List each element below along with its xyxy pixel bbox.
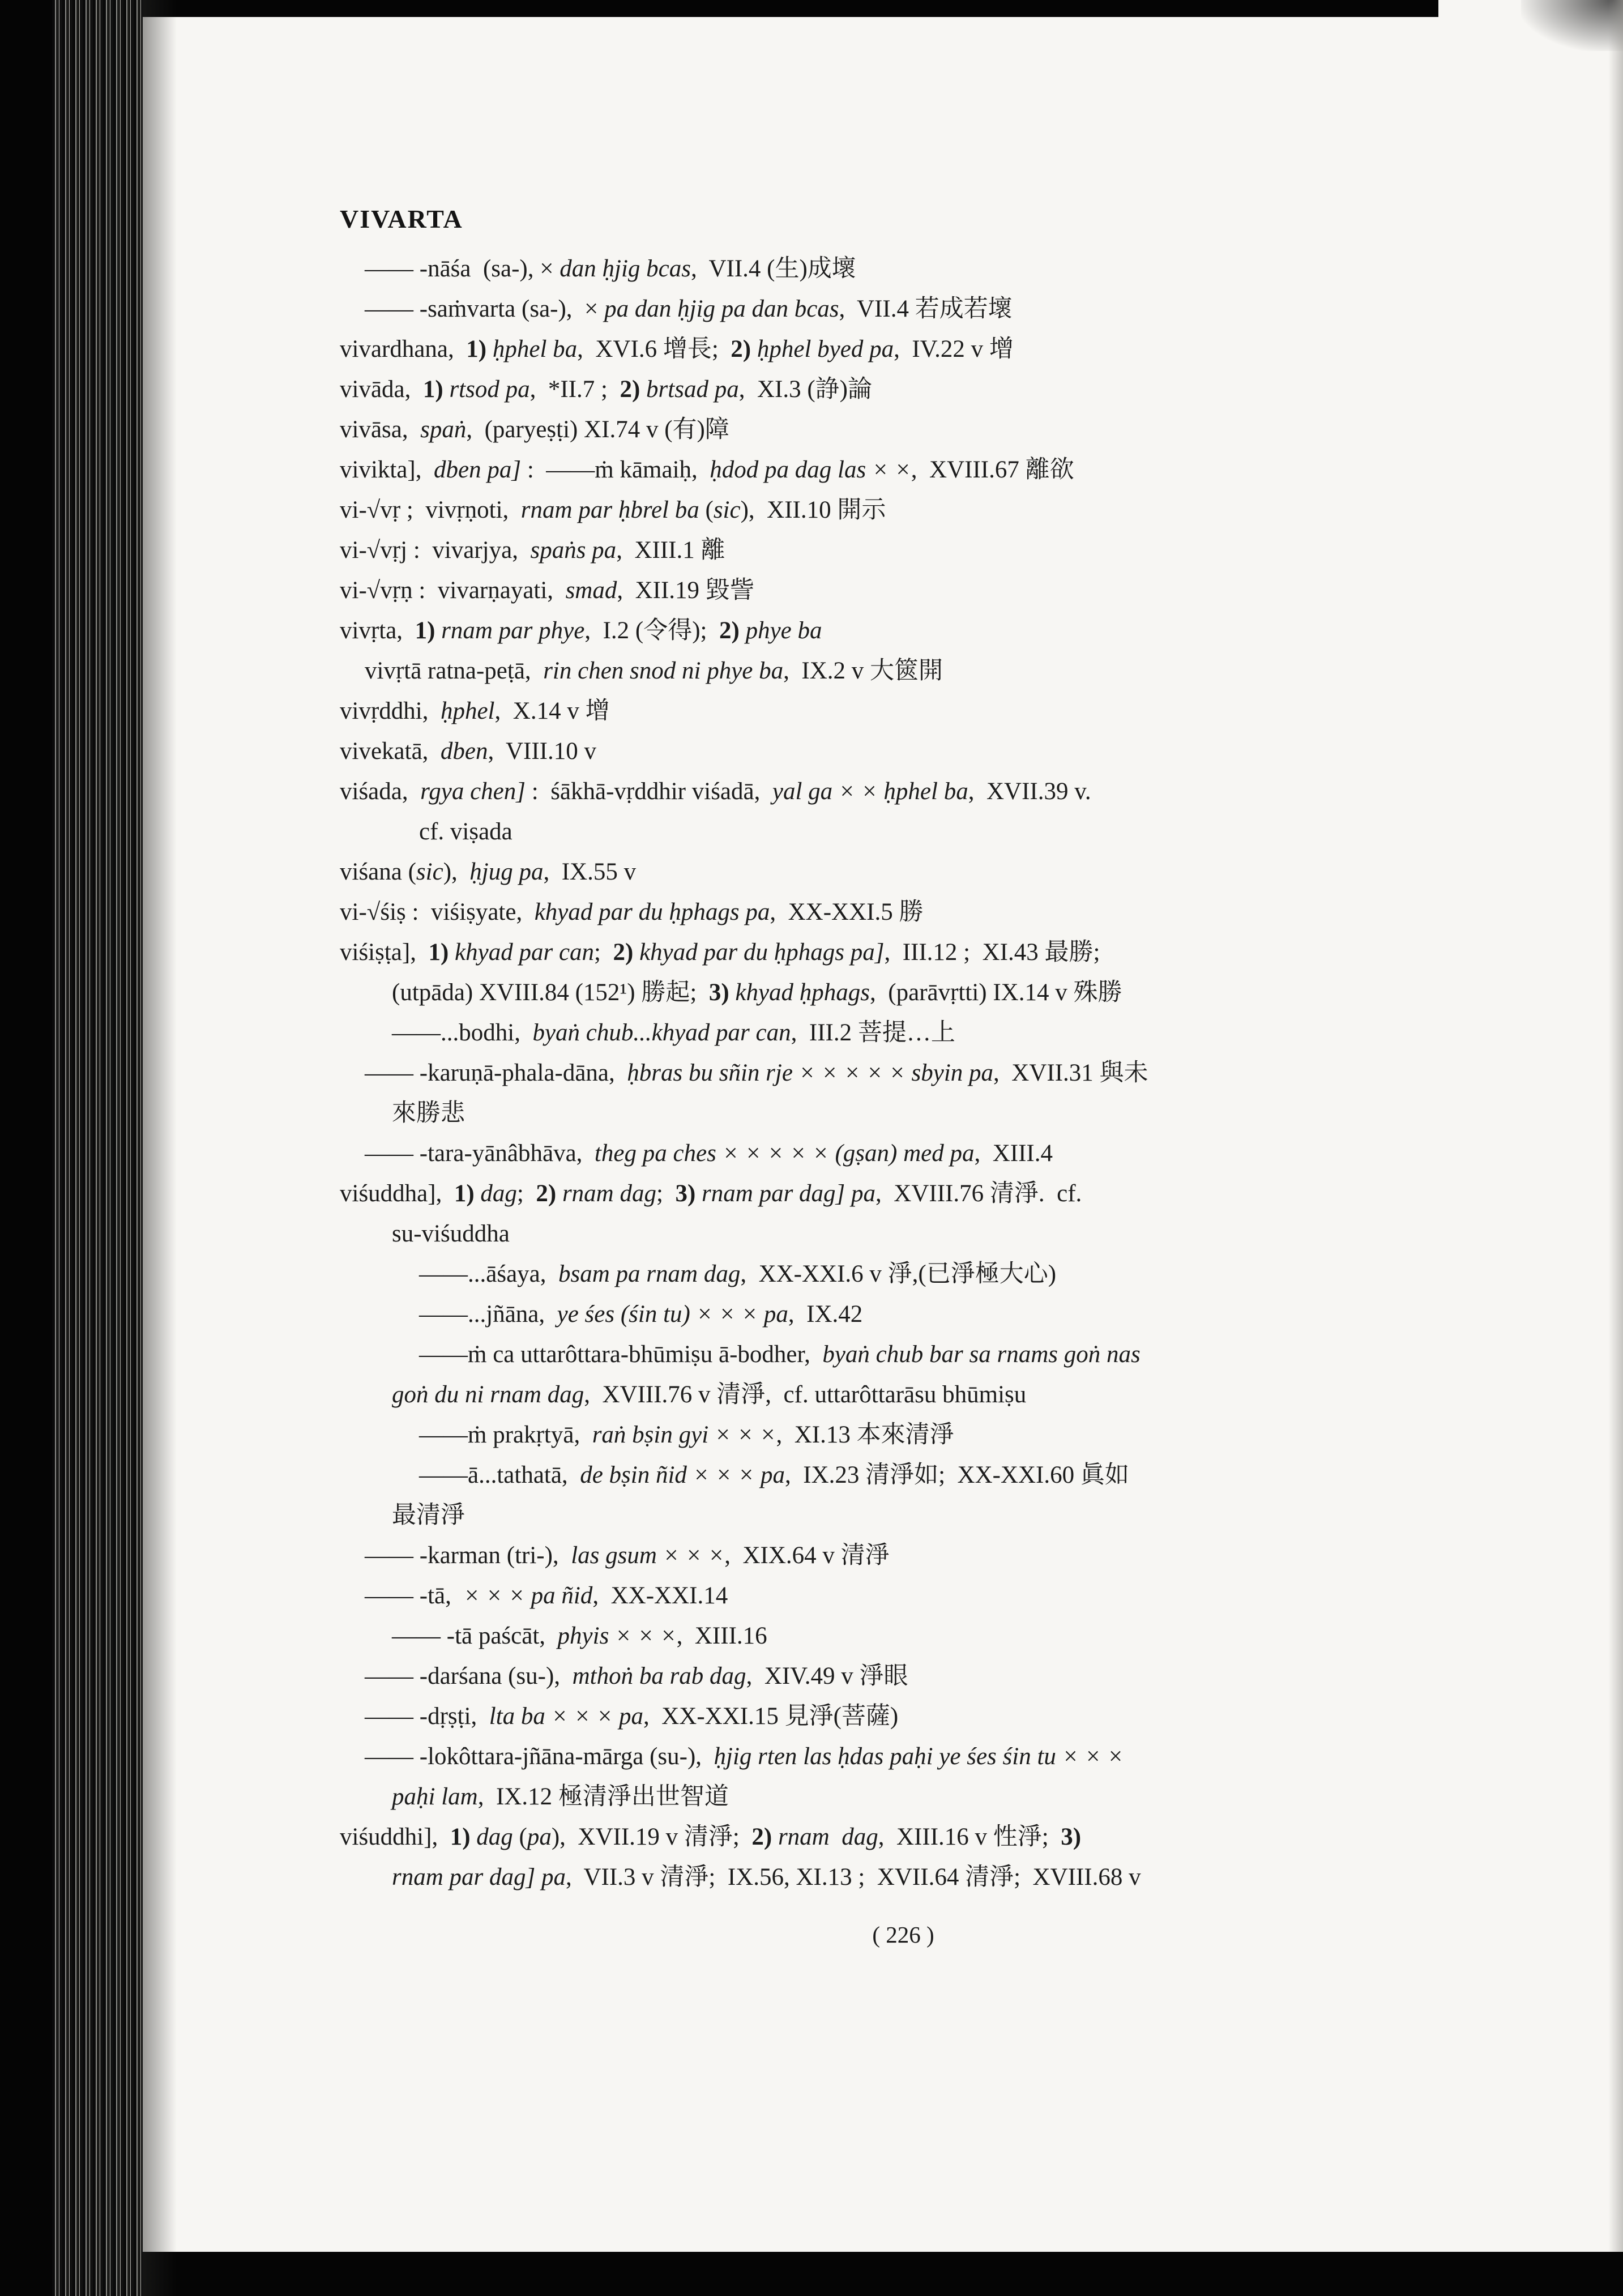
entry-line: [419, 1294, 1464, 1334]
tibetan-equivalent: yal ga × × ḥphel ba: [772, 778, 968, 805]
entry-text: ;: [594, 939, 613, 966]
entry-line: [340, 530, 1464, 570]
entry-text: , XX-XXI.14: [592, 1582, 728, 1609]
tibetan-equivalent: ḥjig rten las ḥdas paḥi ye śes śin tu × × ×: [714, 1743, 1124, 1770]
tibetan-equivalent: rnam par dag] pa: [392, 1864, 566, 1890]
tibetan-equivalent: dben pa]: [434, 456, 522, 483]
entry-text: : śākhā-vṛddhir viśadā,: [526, 778, 772, 805]
entry-text: 2): [731, 336, 757, 362]
entry-text: ), XVII.19 v 清淨;: [551, 1824, 752, 1850]
entry-text: 2): [751, 1824, 778, 1850]
entry-text: , IX.12 極清淨出世智道: [477, 1783, 729, 1810]
entry-text: ——ṁ ca uttarôttara-bhūmiṣu ā-bodher,: [419, 1341, 823, 1368]
tibetan-equivalent: ḥdod pa dag las × ×: [710, 456, 911, 483]
entry-text: vivṛta,: [340, 617, 415, 644]
tibetan-equivalent: rnam dag: [562, 1180, 656, 1207]
book-spine-edge: [0, 0, 52, 2296]
page-curve-shadow: [143, 0, 177, 2296]
entry-line: [340, 771, 1464, 812]
entry-text: (: [512, 1824, 527, 1850]
entry-line: [340, 490, 1464, 530]
entry-line: [340, 892, 1464, 932]
tibetan-equivalent: byaṅ chub bar sa rnams goṅ nas: [822, 1341, 1141, 1368]
entry-text: 3): [708, 979, 736, 1006]
tibetan-equivalent: khyad par du ḥphags pa: [534, 899, 770, 925]
entry-text: , XI.3 (諍)論: [738, 376, 872, 403]
entry-line: [340, 1173, 1464, 1214]
entry-text: , XIII.16 v 性淨;: [878, 1824, 1061, 1850]
entry-line: [340, 329, 1464, 369]
tibetan-equivalent: byaṅ chub...khyad par can: [532, 1019, 791, 1046]
entry-text: , III.12 ; XI.43 最勝;: [884, 939, 1100, 966]
entry-line: [340, 731, 1464, 771]
tibetan-equivalent: rnam par dag] pa: [702, 1180, 876, 1207]
entry-line: [340, 932, 1464, 972]
tibetan-equivalent: ḥbras bu sñin rje × × × × × sbyin pa: [627, 1060, 994, 1086]
entry-text: , XIV.49 v 淨眼: [746, 1663, 908, 1689]
entry-text: , VIII.10 v: [488, 738, 596, 765]
tibetan-equivalent: rnam dag: [778, 1824, 878, 1850]
tibetan-equivalent: brtsad pa: [646, 376, 739, 403]
entry-text: , IV.22 v 增: [894, 336, 1014, 362]
entry-line: [365, 1576, 1464, 1616]
entry-line: [419, 1254, 1464, 1294]
tibetan-equivalent: dag: [480, 1180, 517, 1207]
scan-corner-smudge: [1521, 0, 1623, 51]
entry-text: , IX.2 v 大篋開: [783, 658, 943, 684]
entry-text: —— -darśana (su-),: [365, 1663, 573, 1689]
entry-text: 1): [422, 376, 450, 403]
entry-text: viśiṣṭa],: [340, 939, 429, 966]
tibetan-equivalent: spaṅs pa: [530, 537, 617, 564]
entry-text: vivardhana,: [340, 336, 467, 362]
tibetan-equivalent: khyad par du ḥphags pa]: [639, 939, 885, 966]
entry-text: , VII.4 若成若壞: [839, 296, 1013, 322]
entry-text: , XX-XXI.6 v 淨,(已淨極大心): [740, 1261, 1057, 1287]
entry-text: —— -tara-yānâbhāva,: [365, 1140, 595, 1167]
entry-text: vivikta],: [340, 456, 434, 483]
entry-text: vi-√śiṣ : viśiṣyate,: [340, 899, 535, 925]
entry-text: ),: [443, 859, 470, 885]
tibetan-equivalent: ḥphel ba: [492, 336, 578, 362]
scan-right-shade: [1608, 0, 1623, 2296]
entry-text: , VII.3 v 清淨; IX.56, XI.13 ; XVII.64 清淨; XVIII.68 v: [566, 1864, 1141, 1890]
entry-text: ——...āśaya,: [419, 1261, 558, 1287]
tibetan-equivalent: dben: [440, 738, 488, 765]
entry-text: viśuddhi],: [340, 1824, 450, 1850]
entry-text: vi-√vṛ ; vivṛṇoti,: [340, 497, 521, 523]
tibetan-equivalent: ḥphel: [440, 698, 495, 724]
entry-line: [392, 1214, 1464, 1254]
entry-text: cf. viṣada: [419, 818, 512, 845]
tibetan-equivalent: × × × pa ñid: [463, 1582, 593, 1609]
entry-text: , XX-XXI.5 勝: [770, 899, 924, 925]
entry-text: 最清淨: [392, 1502, 465, 1529]
entry-text: vivekatā,: [340, 738, 441, 765]
entry-text: —— -lokôttara-jñāna-mārga (su-),: [365, 1743, 714, 1770]
entry-text: 來勝悲: [392, 1100, 465, 1126]
tibetan-equivalent: de bṣin ñid × × × pa: [580, 1462, 785, 1488]
entry-text: , XIII.1 離: [616, 537, 725, 564]
entry-text: viśana (: [340, 859, 416, 885]
tibetan-equivalent: ḥphel byed pa: [757, 336, 894, 362]
tibetan-equivalent: ye śes (śin tu) × × × pa: [557, 1301, 788, 1328]
entry-line: [365, 1696, 1464, 1736]
entry-text: 2): [620, 376, 647, 403]
tibetan-equivalent: dag: [476, 1824, 513, 1850]
tibetan-equivalent: rgya chen]: [420, 778, 526, 805]
tibetan-equivalent: goṅ du ni rnam dag: [392, 1381, 584, 1408]
entry-text: , (parāvṛtti) IX.14 v 殊勝: [870, 979, 1122, 1006]
entry-line: [340, 570, 1464, 611]
entry-line: [340, 611, 1464, 651]
entry-line: [392, 1857, 1464, 1897]
entry-text: 2): [719, 617, 746, 644]
entry-text: ;: [656, 1180, 676, 1207]
entry-line: [340, 369, 1464, 409]
entry-text: , XX-XXI.15 見淨(菩薩): [643, 1703, 899, 1730]
entry-text: ——ā...tathatā,: [419, 1462, 580, 1488]
entry-line: [365, 1053, 1464, 1093]
entry-text: vivṛddhi,: [340, 698, 441, 724]
entry-text: ——ṁ prakṛtyā,: [419, 1422, 592, 1448]
entry-text: , XVIII.76 v 清淨, cf. uttarôttarāsu bhūmiṣu: [584, 1381, 1027, 1408]
entry-text: vivāsa,: [340, 416, 421, 443]
entry-text: —— -saṁvarta (sa-), ×: [365, 296, 605, 322]
tibetan-equivalent: spaṅ: [420, 416, 467, 443]
entry-text: —— -karuṇā-phala-dāna,: [365, 1060, 627, 1086]
entry-text: 1): [466, 336, 493, 362]
entry-text: , (paryeṣṭi) XI.74 v (有)障: [466, 416, 729, 443]
tibetan-equivalent: bsam pa rnam dag: [558, 1261, 741, 1287]
tibetan-equivalent: lta ba × × × pa: [489, 1703, 643, 1730]
entry-text: 2): [536, 1180, 562, 1207]
entry-text: —— -dṛṣṭi,: [365, 1703, 489, 1730]
entry-text: , XVIII.76 清淨. cf.: [875, 1180, 1082, 1207]
entry-line: [340, 852, 1464, 892]
tibetan-equivalent: dan ḥjig bcas: [559, 255, 691, 282]
entry-text: ), XII.10 開示: [740, 497, 886, 523]
entry-text: 3): [675, 1180, 702, 1207]
entry-line: [365, 651, 1464, 691]
tibetan-equivalent: phyis × × ×: [557, 1623, 677, 1649]
entry-text: su-viśuddha: [392, 1220, 510, 1247]
entry-text: , IX.23 清淨如; XX-XXI.60 眞如: [784, 1462, 1129, 1488]
entry-text: —— -nāśa (sa-), ×: [365, 255, 560, 282]
tibetan-equivalent: sic: [416, 859, 443, 885]
entry-text: , XIX.64 v 清淨: [724, 1542, 890, 1569]
entry-text: vi-√vṛj : vivarjya,: [340, 537, 531, 564]
entry-text: 2): [613, 939, 640, 966]
entry-text: : ——ṁ kāmaiḥ,: [521, 456, 710, 483]
entry-text: (: [699, 497, 714, 523]
entry-text: ——...bodhi,: [392, 1019, 533, 1046]
entry-text: , XIII.4: [974, 1140, 1053, 1167]
entry-line: [419, 812, 1464, 852]
entry-text: , XII.19 毀訾: [617, 577, 754, 604]
entry-text: , XVII.39 v.: [968, 778, 1091, 805]
entry-text: —— -tā,: [365, 1582, 464, 1609]
tibetan-equivalent: khyad ḥphags: [735, 979, 870, 1006]
entry-line: [392, 972, 1464, 1013]
entry-text: 3): [1061, 1824, 1082, 1850]
entry-text: vivāda,: [340, 376, 423, 403]
entry-text: ——...jñāna,: [419, 1301, 557, 1328]
entry-text: ;: [516, 1180, 536, 1207]
entry-text: , VII.4 (生)成壞: [690, 255, 856, 282]
entry-line: [340, 691, 1464, 731]
entry-line: [419, 1334, 1464, 1375]
entry-line: [365, 1736, 1464, 1777]
entry-line: [340, 409, 1464, 450]
tibetan-equivalent: sic: [713, 497, 741, 523]
entry-line: [365, 1656, 1464, 1696]
entry-text: vivṛtā ratna-peṭā,: [365, 658, 544, 684]
entry-line: [340, 450, 1464, 490]
page-number: ( 226 ): [872, 1922, 934, 1948]
entry-line: [392, 1013, 1464, 1053]
tibetan-equivalent: pa: [527, 1824, 552, 1850]
entry-text: 1): [450, 1824, 477, 1850]
tibetan-equivalent: ḥjug pa: [469, 859, 544, 885]
tibetan-equivalent: rnam par phye: [441, 617, 585, 644]
entry-text: 1): [415, 617, 442, 644]
entry-line: [419, 1455, 1464, 1495]
entry-text: , X.14 v 增: [494, 698, 610, 724]
entry-text: , *II.7 ;: [529, 376, 620, 403]
tibetan-equivalent: smad: [565, 577, 617, 604]
tibetan-equivalent: khyad par can: [455, 939, 595, 966]
entry-text: , XVII.31 與未: [993, 1060, 1148, 1086]
entry-line: [392, 1495, 1464, 1535]
tibetan-equivalent: pa dan ḥjig pa dan bcas: [604, 296, 839, 322]
entry-line: [392, 1777, 1464, 1817]
book-page-edges: [52, 0, 143, 2296]
tibetan-equivalent: rin chen snod ni phye ba: [543, 658, 784, 684]
entry-text: viśada,: [340, 778, 421, 805]
scan-top-edge: [0, 0, 1438, 17]
entry-text: vi-√vṛṇ : vivarṇayati,: [340, 577, 566, 604]
entry-line: [365, 289, 1464, 329]
entry-line: [392, 1093, 1464, 1133]
tibetan-equivalent: paḥi lam: [392, 1783, 478, 1810]
entry-line: [419, 1415, 1464, 1455]
entry-text: 1): [454, 1180, 481, 1207]
entry-text: 1): [428, 939, 455, 966]
tibetan-equivalent: rtsod pa: [449, 376, 530, 403]
tibetan-equivalent: las gsum × × ×: [571, 1542, 725, 1569]
entry-line: [392, 1375, 1464, 1415]
tibetan-equivalent: theg pa ches × × × × × (gṣan) med pa: [594, 1140, 975, 1167]
entry-text: , XIII.16: [676, 1623, 767, 1649]
entry-text: , I.2 (令得);: [584, 617, 719, 644]
page-header-headword: VIVARTA: [340, 204, 463, 233]
entry-line: [365, 1133, 1464, 1173]
tibetan-equivalent: phye ba: [745, 617, 822, 644]
entry-lines: [340, 249, 1464, 1897]
entry-text: —— -tā paścāt,: [392, 1623, 558, 1649]
tibetan-equivalent: rnam par ḥbrel ba: [520, 497, 699, 523]
entry-text: , XI.13 本來清淨: [776, 1422, 954, 1448]
entry-text: , III.2 菩提…上: [791, 1019, 955, 1046]
entry-text: , XVI.6 增長;: [577, 336, 731, 362]
entry-text: , IX.55 v: [543, 859, 637, 885]
tibetan-equivalent: raṅ bṣin gyi × × ×: [592, 1422, 776, 1448]
entry-text: , XVIII.67 離欲: [911, 456, 1074, 483]
entry-text: viśuddha],: [340, 1180, 454, 1207]
entry-text: , IX.42: [788, 1301, 863, 1328]
entry-text: —— -karman (tri-),: [365, 1542, 571, 1569]
scan-bottom-edge: [0, 2252, 1623, 2296]
entry-line: [340, 1817, 1464, 1857]
entry-line: [392, 1616, 1464, 1656]
entry-line: [365, 1535, 1464, 1576]
tibetan-equivalent: mthoṅ ba rab dag: [572, 1663, 746, 1689]
entry-text: (utpāda) XVIII.84 (152¹) 勝起;: [392, 979, 709, 1006]
entry-line: [365, 249, 1464, 289]
